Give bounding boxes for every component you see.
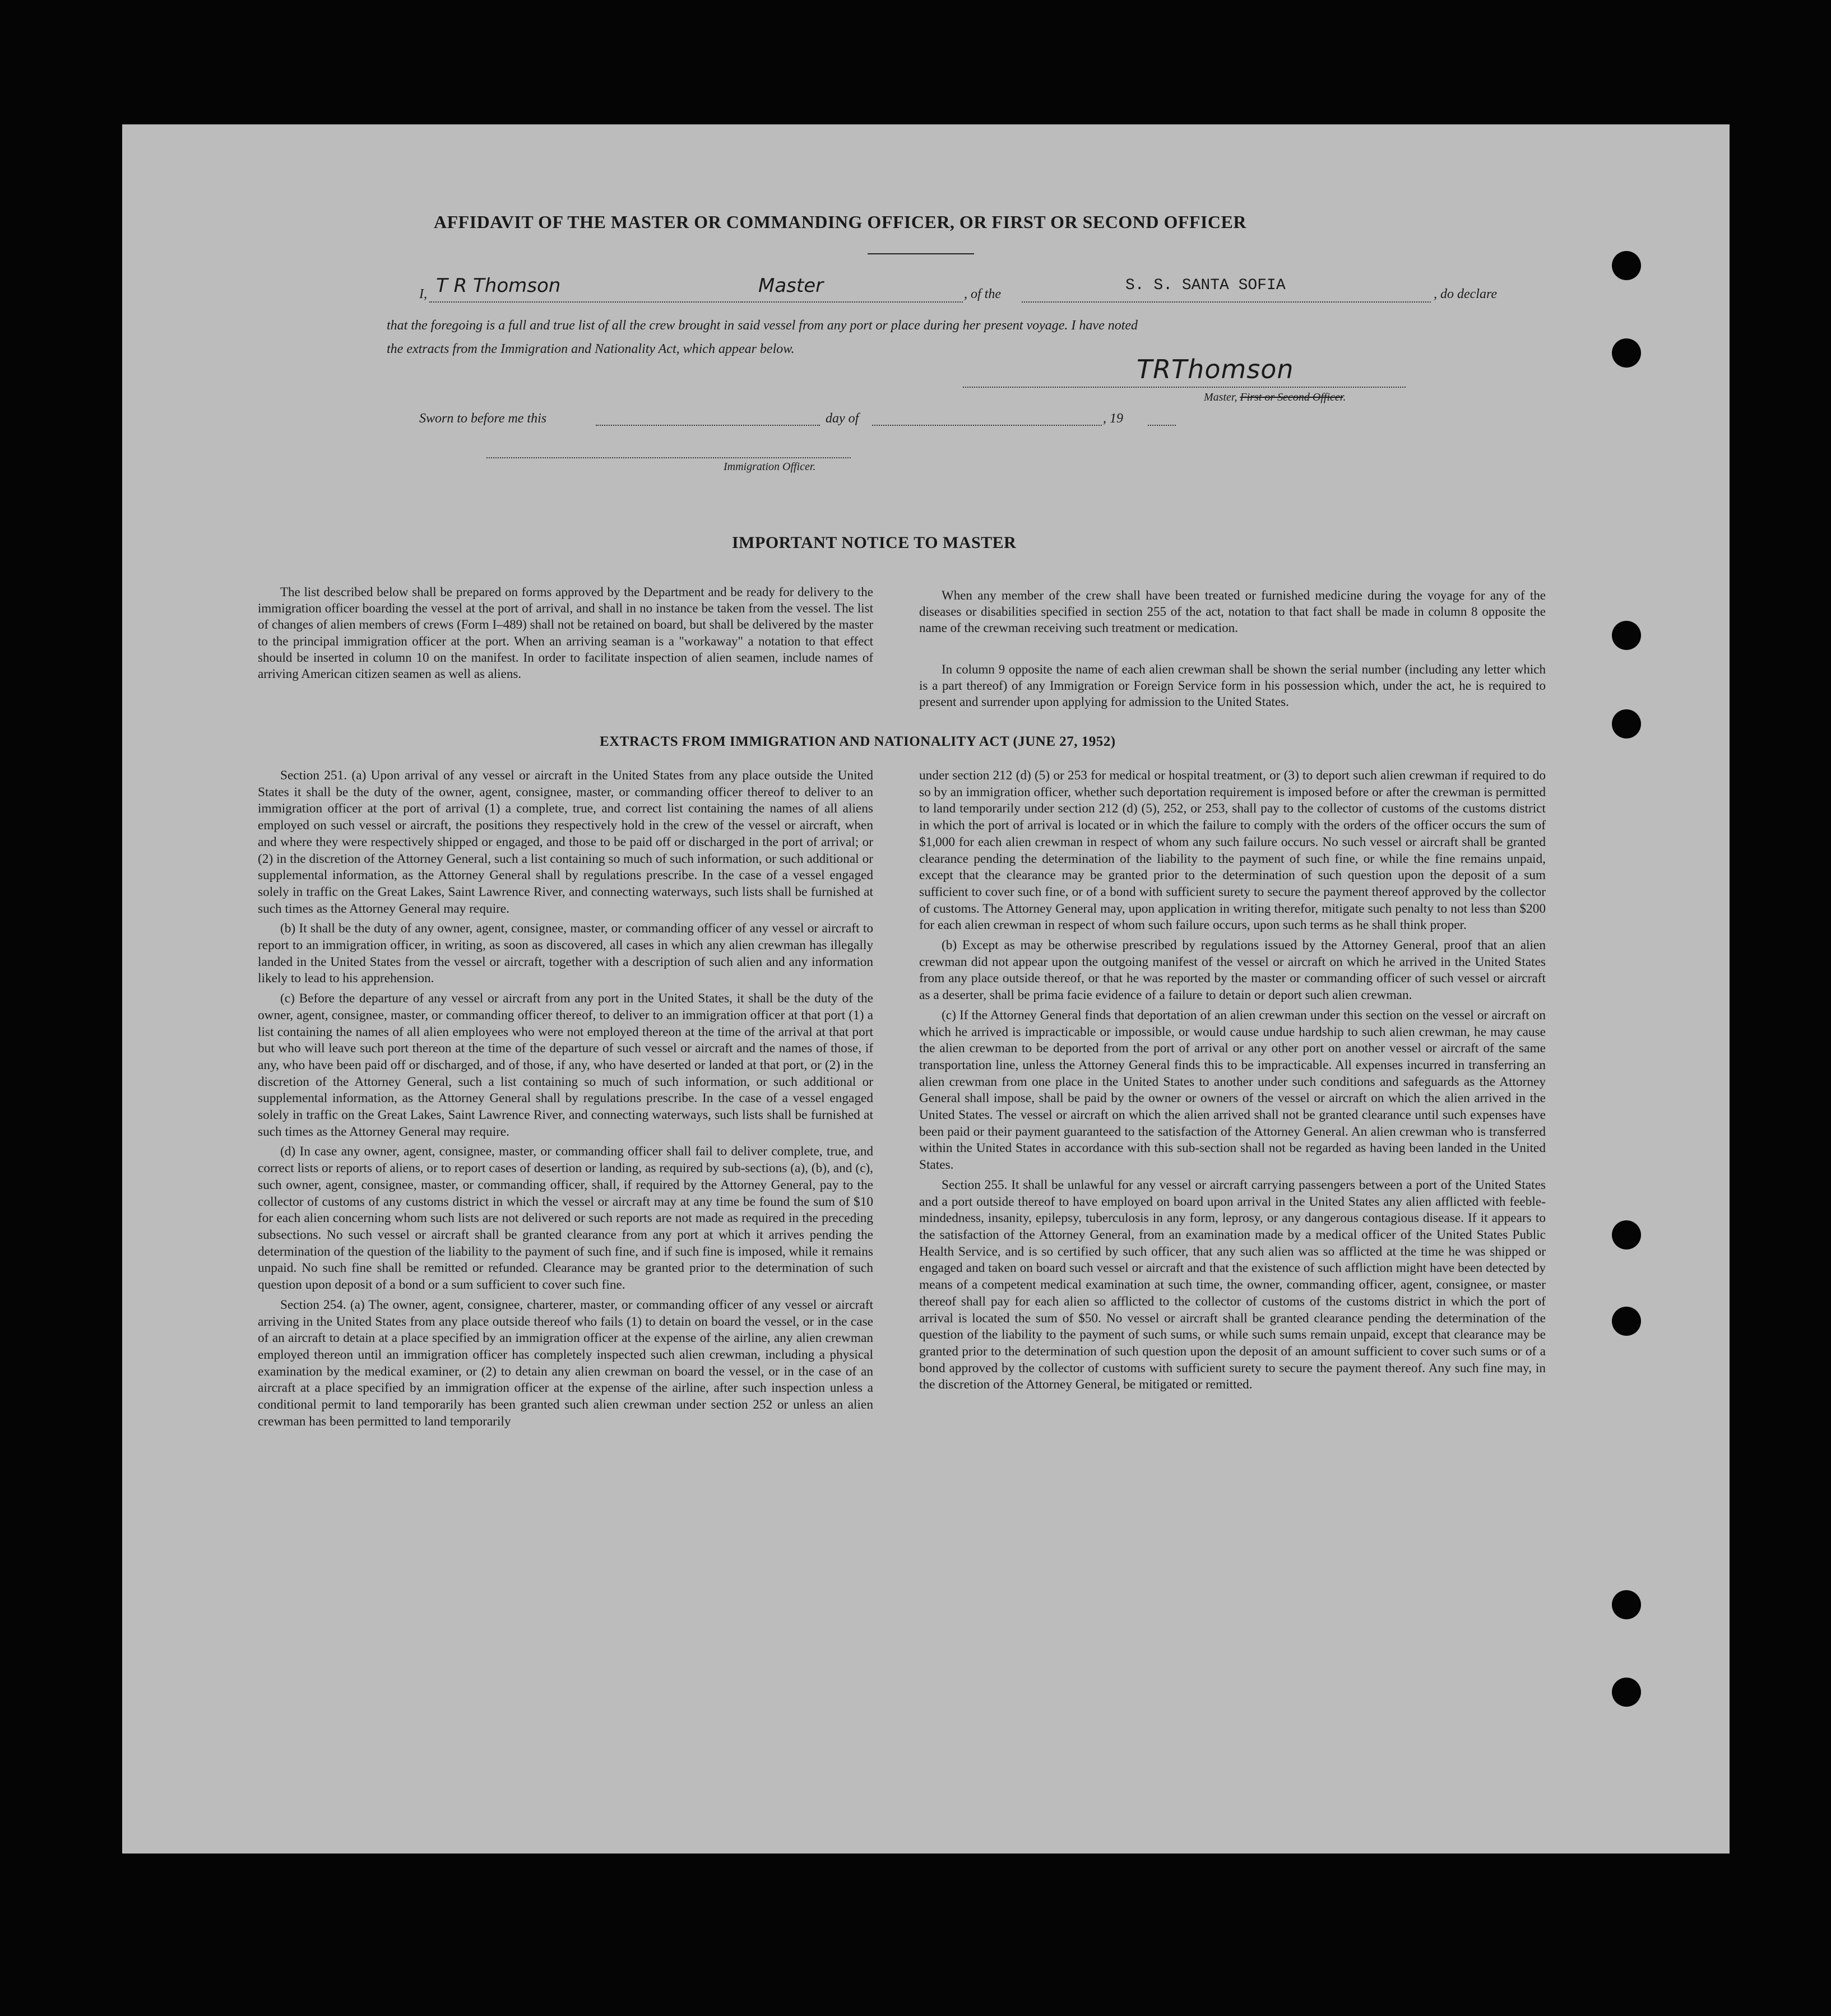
section-251-c: (c) Before the departure of any vessel or aircraft from any port in the United States, it shall be the duty of the owner, agent, consignee, master, or commanding officer thereof, to deliver to an immigration officer at that port (1) a list containing the names of all alien employees who were not employed thereon at the time of the arrival at that port but who will leave such port thereon at the time of the departure of such vessel or aircraft and the names of those, if any, who have been paid off or discharged, and of those, if any, who have deserted or landed at that port, or (2) in the discretion of the Attorney General, such a list containing so much of such information, or such additional or supplemental information, as the Attorney General shall by regulations prescribe. In the case of a vessel engaged solely in traffic on the Great Lakes, Saint Lawrence River, and connecting waterways, such lists shall be furnished at such times as the Attorney General may require.: [258, 991, 873, 1139]
immigration-officer-line: [486, 457, 851, 458]
notice-left-paragraph: The list described below shall be prepared on forms approved by the Department and be ready for delivery to the immigration officer boarding the vessel at the port of arrival, and shall in no instance be taken from the vessel. The list of changes of alien members of crews (Form I–489) shall not be retained on board, but shall be delivered by the master to the principal immigration officer at the port. When an arriving seaman is a "workaway" a notation to that effect should be inserted in column 10 on the manifest. In order to facilitate inspection of alien seamen, include names of arriving American citizen seamen as well as aliens.: [258, 585, 873, 681]
sworn-year-line: [1148, 425, 1176, 426]
section-251-a: Section 251. (a) Upon arrival of any vessel or aircraft in the United States from any place outside the United States it shall be the duty of the owner, agent, consignee, master, or commanding officer thereof to deliver to an immigration officer at the port of arrival (1) a complete, true, and correct list containing the names of all aliens employed on such vessel or aircraft, the positions they respectively hold in the crew of the vessel or aircraft, when and where they were respectively shipped or engaged, and those to be paid off or discharged in the port of arrival; or (2) in the discretion of the Attorney General, such a list containing so much of such information, or such additional or supplemental information, as the Attorney General shall by regulations prescribe. In the case of a vessel engaged solely in traffic on the Great Lakes, Saint Lawrence River, and connecting waterways, such lists shall be furnished at such times as the Attorney General may require.: [258, 768, 873, 916]
year-label: , 19: [1103, 411, 1123, 426]
signature-caption-suffix: .: [1343, 391, 1346, 403]
notice-title: IMPORTANT NOTICE TO MASTER: [732, 533, 1017, 552]
signature-line: [963, 387, 1406, 388]
sworn-label: Sworn to before me this: [419, 411, 547, 426]
affidavit-title-underline: [868, 253, 974, 254]
immigration-officer-label: Immigration Officer.: [724, 461, 816, 473]
affidavit-title: AFFIDAVIT OF THE MASTER OR COMMANDING OFFICER, OR FIRST OR SECOND OFFICER: [434, 212, 1246, 232]
day-of-label: day of: [826, 411, 859, 426]
officer-name: T R Thomson: [436, 275, 561, 297]
bleed-through-text: [963, 416, 970, 449]
punch-hole: [1612, 1678, 1641, 1707]
punch-hole: [1612, 338, 1641, 368]
officer-name-line: [429, 301, 743, 303]
punch-hole: [1612, 621, 1641, 650]
punch-hole: [1612, 1590, 1641, 1619]
vessel-name: S. S. SANTA SOFIA: [1125, 277, 1286, 294]
officer-rank-line: [744, 301, 963, 303]
master-signature: TRThomson: [1137, 354, 1294, 384]
signature-caption-struck: First or Second Officer: [1240, 391, 1343, 403]
section-254-c: (c) If the Attorney General finds that deportation of an alien crewman under this section on the vessel or aircraft on which he arrived is impracticable or impossible, or would cause undue hardship to such alien crewman, he may cause the alien crewman to be deported from the port of arrival or any other port on another vessel or aircraft of the same transportation line, unless the Attorney General finds this to be impracticable. All expenses incurred in transferring an alien crewman from one place in the United States to another under such conditions and safeguards as the Attorney General shall impose, shall be paid by the owner or owners of the vessel or aircraft on which the alien arrived in the United States. The vessel or aircraft on which the alien arrived shall not be granted clearance until such expenses have been paid or their payment guaranteed to the satisfaction of the Attorney General. An alien crewman who is transferred within the United States in accordance with this sub-section shall not be regarded as having been landed in the United States.: [919, 1007, 1546, 1173]
of-the-label: , of the: [964, 287, 1001, 301]
notice-right-paragraph-2: In column 9 opposite the name of each alien crewman shall be shown the serial number (including any letter which is a part thereof) of any Immigration or Foreign Service form in his possession which, under the act, he is required to present and surrender upon applying for admission to the United States.: [919, 662, 1546, 709]
punch-hole: [1612, 251, 1641, 280]
section-254-b: (b) Except as may be otherwise prescribed by regulations issued by the Attorney General, proof that an alien crewman did not appear upon the outgoing manifest of the vessel or aircraft on which he arrived in the United States from any place outside thereof, or that he was reported by the master or commanding officer of such vessel or aircraft as a deserter, shall be prima facie evidence of a failure to detain or deport such alien crewman.: [919, 938, 1546, 1003]
document-page: [122, 124, 1730, 1854]
sworn-date-line: [596, 425, 820, 426]
section-251-b: (b) It shall be the duty of any owner, agent, consignee, master, or commanding officer of any vessel or aircraft to report to an immigration officer, in writing, as soon as discovered, all cases in which any alien crewman has illegally landed in the United States from the vessel or aircraft, together with a description of such alien and any information likely to lead to his apprehension.: [258, 921, 873, 986]
officer-rank: Master: [758, 275, 824, 297]
section-254-a-continued: under section 212 (d) (5) or 253 for medical or hospital treatment, or (3) to deport such alien crewman if required to do so by an immigration officer, whether such deportation requirement is imposed before or after the crewman is permitted to land temporarily under section 212 (d) (5), 252, or 253, shall pay to the collector of customs of the customs district in which the port of arrival is located or in which the failure to comply with the orders of the officer occurs the sum of $1,000 for each alien crewman in respect of whom any such failure occurs. No such vessel or aircraft shall be granted clearance pending the determination of the liability to the payment of such fine, or while the fine remains unpaid, except that the clearance may be granted prior to the determination of such question upon the deposit of a sum sufficient to cover such fine, or of a bond with sufficient surety to secure the payment thereof approved by the collector of customs. The Attorney General may, upon application in writing therefor, mitigate such penalty to not less than $200 for each alien crewman in respect of whom such failure occurs, upon such terms as he shall think proper.: [919, 768, 1546, 933]
declaration-line-1: that the foregoing is a full and true list of all the crew brought in said vessel from any port or place during her present voyage. I have noted: [387, 318, 1138, 333]
section-254-a: Section 254. (a) The owner, agent, consignee, charterer, master, or commanding officer of any vessel or aircraft arriving in the United States from any place outside thereof who fails (1) to detain on board the vessel, or in the case of an aircraft to detain at a place specified by an immigration officer at the expense of the airline, any alien crewman employed thereon until an immigration officer has completely inspected such alien crewman, including a physical examination by the medical examiner, or (2) to detain any alien crewman on board the vessel, or in the case of an aircraft at a place specified by an immigration officer at the expense of the airline, after such inspection unless a conditional permit to land temporarily has been granted such alien crewman under section 252 or unless an alien crewman has been permitted to land temporarily: [258, 1297, 873, 1429]
punch-hole: [1612, 1307, 1641, 1336]
signature-caption-prefix: Master,: [1204, 391, 1240, 403]
extracts-right-column: [919, 768, 1546, 1397]
i-label: I,: [419, 287, 427, 301]
bleed-through-row: [963, 416, 970, 449]
do-declare-label: , do declare: [1434, 287, 1498, 301]
extracts-title: EXTRACTS FROM IMMIGRATION AND NATIONALITY ACT (JUNE 27, 1952): [600, 734, 1116, 749]
section-255: Section 255. It shall be unlawful for any vessel or aircraft carrying passengers between a port of the United States and a port outside thereof to have employed on board upon arrival in the United States any alien afflicted with feeble-mindedness, insanity, epilepsy, tuberculosis in any form, leprosy, or any dangerous contagious disease. If it appears to the satisfaction of the Attorney General, from an examination made by a medical officer of the United States Public Health Service, and is so certified by such officer, that any such alien was so afflicted at the time he was shipped or engaged and taken on board such vessel or aircraft and that the existence of such affliction might have been detected by means of a competent medical examination at such time, the owner, commanding officer, agent, consignee, or master thereof shall pay for each alien so afflicted to the collector of customs of the customs district in which the port of arrival is located the sum of $50. No vessel or aircraft shall be granted clearance pending the determination of the question of the liability to the payment of such sums, or while such sums remain unpaid, except that clearance may be granted prior to the determination of such question upon the deposit of an amount sufficient to cover such sums or of a bond approved by the collector of customs with sufficient surety to secure the payment thereof. Any such fine may, in the discretion of the Attorney General, be mitigated or remitted.: [919, 1177, 1546, 1392]
extracts-left-column: [258, 768, 873, 1433]
vessel-name-line: [1022, 301, 1431, 303]
section-251-d: (d) In case any owner, agent, consignee, master, or commanding officer shall fail to deliver complete, true, and correct lists or reports of aliens, or to report cases of desertion or landing, as required by sub-sections (a), (b), and (c), such owner, agent, consignee, master, or commanding officer, shall, if required by the Attorney General, pay to the collector of customs of any customs district in which the vessel or aircraft may at any time be found the sum of $10 for each alien concerning whom such lists are not delivered or such reports are not made as required in the preceding subsections. No such vessel or aircraft shall be granted clearance from any port at which it arrives pending the determination of the question of the liability to the payment of such fine, and if such fine is imposed, while it remains unpaid. No such fine shall be remitted or refunded. Clearance may be granted prior to the determination of such question upon deposit of a bond or a sum sufficient to cover such fine.: [258, 1144, 873, 1293]
declaration-line-2: the extracts from the Immigration and Nationality Act, which appear below.: [387, 342, 795, 356]
punch-hole: [1612, 709, 1641, 738]
notice-right-paragraph-1: When any member of the crew shall have been treated or furnished medicine during the voyage for any of the diseases or disabilities specified in section 255 of the act, notation to that fact shall be made in column 8 opposite the name of the crewman receiving such treatment or medication.: [919, 588, 1546, 635]
punch-hole: [1612, 1220, 1641, 1249]
signature-caption: [1204, 391, 1346, 404]
sworn-month-line: [872, 425, 1102, 426]
